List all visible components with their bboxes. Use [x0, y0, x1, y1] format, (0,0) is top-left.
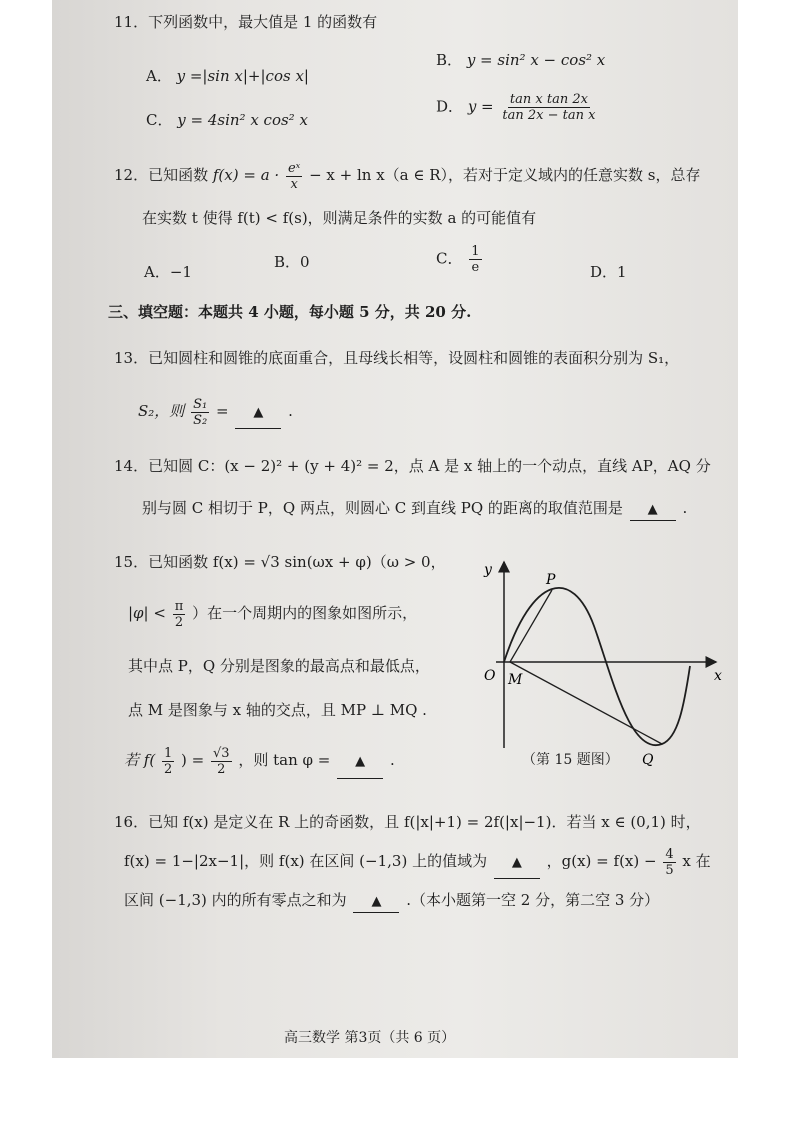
q15-fig-x-label: x — [714, 668, 722, 684]
q15-fig-origin-label: O — [484, 668, 496, 684]
q16-line1: 16．已知 f(x) 是定义在 R 上的奇函数，且 f(|x|+1) = 2f(|x|−1)．若当 x ∈ (0,1) 时， — [114, 813, 701, 831]
q11-stem: 11．下列函数中，最大值是 1 的函数有 — [114, 13, 378, 31]
q13-answer-blank[interactable]: ▲ — [235, 398, 281, 429]
q16-line3-start: 区间 (−1,3) 内的所有零点之和为 — [124, 891, 347, 909]
q11-option-a-label: A． — [146, 67, 172, 85]
q12-line2: 在实数 t 使得 f(t) < f(s)，则满足条件的实数 a 的可能值有 — [142, 209, 537, 227]
q15-half-fraction — [162, 746, 174, 777]
q15-line4: 点 M 是图象与 x 轴的交点，且 MP ⊥ MQ . — [128, 701, 427, 719]
q11-option-a — [146, 66, 309, 86]
q15-segment-mp — [510, 590, 552, 662]
q15-line2-rest: ）在一个周期内的图象如图所示， — [192, 604, 418, 622]
q15-fig-y-label: y — [484, 562, 492, 578]
q12-fraction-denominator: x — [290, 176, 298, 192]
q15-pi-fraction — [173, 599, 186, 630]
q14-period: . — [682, 499, 688, 517]
q15-fig-q-label: Q — [642, 752, 654, 768]
q13-period: . — [288, 402, 293, 420]
q15-line2 — [128, 598, 417, 630]
section-3-title: 三、填空题：本题共 4 小题，每小题 5 分，共 20 分. — [108, 303, 472, 321]
q15-half-numerator: 1 — [163, 745, 173, 761]
q15-tan-phi: ，则 tan φ = — [238, 751, 331, 769]
q15-line1: 15．已知函数 f(x) = √3 sin(ωx + φ)（ω > 0， — [114, 553, 446, 571]
q16-line2-end: x 在 — [682, 852, 711, 870]
q12-stem-b: − x + ln x（a ∈ R），若对于定义域内的任意实数 s，总存 — [309, 166, 701, 184]
q13-fraction-denominator: S₂ — [193, 412, 208, 428]
q11-option-c-expr: y = 4sin² x cos² x — [177, 111, 308, 129]
q15-pi-denominator: 2 — [174, 614, 184, 630]
q15-figure — [462, 556, 732, 776]
q11-option-d-denominator: tan 2x − tan x — [502, 108, 596, 123]
q15-half-denominator: 2 — [163, 761, 173, 777]
q16-four-fifths-numerator: 4 — [665, 846, 674, 862]
q12-fraction-numerator: eˣ — [287, 160, 301, 176]
q15-f-open: 若 f( — [124, 751, 156, 769]
q11-option-d-lhs: y = — [467, 97, 494, 116]
q11-option-c — [146, 110, 308, 130]
q15-answer-blank[interactable]: ▲ — [337, 746, 383, 779]
q13-line2 — [138, 396, 293, 429]
q15-figure-caption: （第 15 题图） — [522, 752, 619, 768]
q14-line2-text: 别与圆 C 相切于 P，Q 两点，则圆心 C 到直线 PQ 的距离的取值范围是 — [142, 499, 623, 517]
q12-function: f(x) = a · — [212, 166, 280, 184]
q13-line1: 13．已知圆柱和圆锥的底面重合，且母线长相等，设圆柱和圆锥的表面积分别为 S₁， — [114, 349, 680, 367]
q13-fraction-numerator: S₁ — [193, 396, 208, 412]
q11-option-d — [436, 92, 599, 123]
q11-option-b-expr: y = sin² x − cos² x — [466, 51, 606, 69]
q13-fraction — [191, 397, 209, 428]
q15-fig-m-label: M — [508, 672, 523, 688]
q11-option-a-expr: y =|sin x|+|cos x| — [176, 67, 309, 85]
q15-phi-bound: |φ| < — [128, 604, 166, 622]
q16-four-fifths-denominator: 5 — [665, 862, 674, 878]
q12-option-a: A．−1 — [144, 263, 192, 281]
q12-line1 — [114, 160, 701, 192]
q11-option-c-label: C． — [146, 111, 173, 129]
q15-segment-mq — [510, 662, 662, 744]
q14-answer-blank[interactable]: ▲ — [630, 500, 676, 521]
q16-line3 — [124, 890, 659, 913]
q11-option-d-fraction — [500, 92, 597, 123]
q15-line5 — [124, 744, 395, 779]
q15-sine-curve — [504, 588, 690, 745]
q13-equals: = — [215, 402, 229, 420]
q15-period: . — [389, 751, 395, 769]
q15-f-close: ) = — [181, 751, 205, 769]
q11-option-d-label: D． — [436, 97, 464, 116]
q14-line2 — [142, 498, 687, 521]
q12-option-c-numerator: 1 — [471, 244, 480, 259]
page-footer: 高三数学 第3页（共 6 页） — [284, 1030, 456, 1046]
q16-line2-g: ，g(x) = f(x) − — [546, 852, 657, 870]
q11-option-d-numerator: tan x tan 2x — [509, 92, 588, 107]
q13-line2-start: S₂，则 — [138, 402, 185, 420]
q12-option-c-denominator: e — [471, 260, 480, 275]
q14-line1: 14．已知圆 C：(x − 2)² + (y + 4)² = 2，点 A 是 x 轴上的一个动点，直线 AP，AQ 分 — [114, 457, 711, 475]
q15-fig-p-label: P — [546, 572, 556, 588]
q12-option-b: B．0 — [274, 253, 310, 271]
q12-fraction — [286, 161, 302, 192]
q12-stem-a: 12．已知函数 — [114, 166, 209, 184]
q12-option-c-fraction — [469, 244, 481, 275]
q11-option-b-label: B． — [436, 51, 463, 69]
q11-option-b — [436, 50, 605, 70]
q15-value-fraction — [211, 746, 232, 777]
q12-option-c — [436, 244, 484, 275]
q12-option-c-label: C． — [436, 249, 463, 268]
q12-option-d: D．1 — [590, 263, 627, 281]
q16-line3-end: .（本小题第一空 2 分，第二空 3 分） — [406, 891, 660, 909]
q15-line3: 其中点 P，Q 分别是图象的最高点和最低点， — [128, 657, 430, 675]
q15-value-denominator: 2 — [217, 761, 226, 777]
q16-line2-start: f(x) = 1−|2x−1|，则 f(x) 在区间 (−1,3) 上的值域为 — [124, 852, 488, 870]
q16-line2 — [124, 846, 711, 879]
q16-answer-blank-2[interactable]: ▲ — [353, 892, 399, 913]
q16-answer-blank-1[interactable]: ▲ — [494, 848, 540, 879]
q15-pi-numerator: π — [174, 598, 184, 614]
q15-value-numerator: √3 — [213, 745, 230, 761]
exam-page — [52, 0, 738, 1058]
q16-four-fifths — [663, 847, 675, 878]
